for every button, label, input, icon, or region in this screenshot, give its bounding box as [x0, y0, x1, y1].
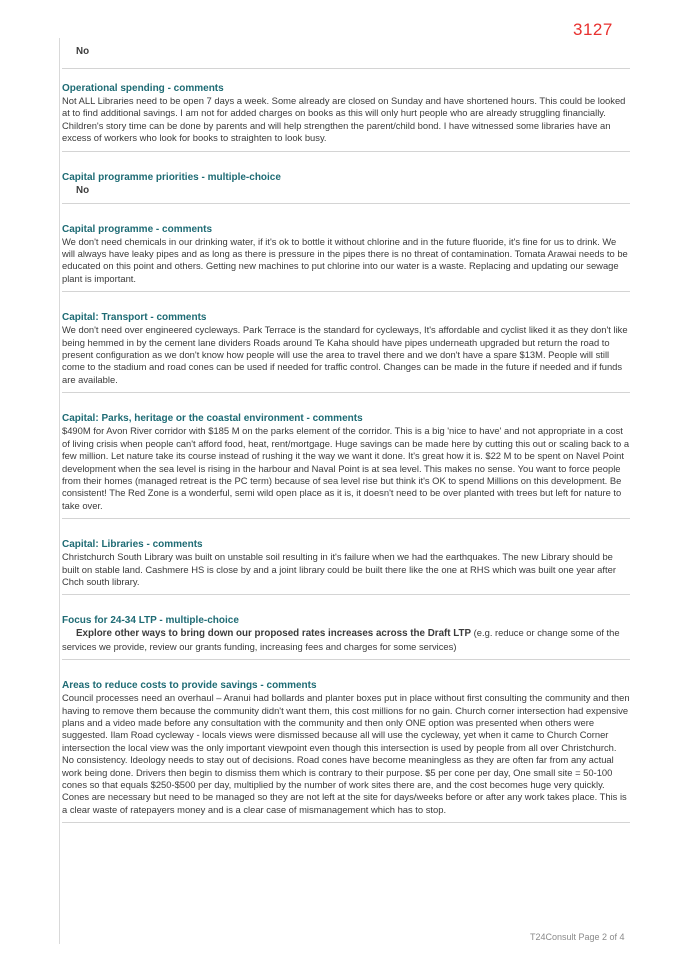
choice-answer: No: [76, 184, 90, 196]
submission-content: [62, 40, 630, 823]
section-body: Council processes need an overhaul – Aranui had bollards and planter boxes put in place without first consulting the community and then having to remove them because the community didn't want them, this cost millions for no gain. Church corner intersection had expensive plans and a video made before any consultation with the community and then only ONE option was presented when others were suggested. Ilam Road cycleway - locals views were dismissed because all will use the cycleway, yet when it came to Church Corner intersection the local view was the only important viewpoint even though this intersection is used by people from all over Christchurch. No consistency. Ideology needs to stay out of decisions. Road cones have become meaningless as they are often far from any actual work being done. Drivers then begin to dismiss them which is contrary to their purpose. $5 per cone per day, One small site = 50-100 cones so that equals $250-$500 per day, multiplied by the number of work sites there are, and the cost becomes huge very quickly. Cones are necessary but need to be managed so they are not left at the site for days/weeks before or after any work takes place. This is a clear waste of ratepayers money and is a clear case of mismanagement which has to stop.: [62, 692, 630, 815]
choice-answer-detail: (e.g. reduce or change some of the services we provide, review our grants funding, increasing fees and charges for some services): [62, 627, 620, 652]
section-capital-programme: [62, 204, 630, 293]
page-number: 3127: [573, 20, 613, 39]
section-reduce-costs: [62, 660, 630, 823]
page-footer: T24Consult Page 2 of 4: [530, 932, 625, 942]
section-body: Not ALL Libraries need to be open 7 days a week. Some already are closed on Sunday and have shortened hours. This could be looked at to find additional savings. I am not for added charges on books as this will only hurt people who are already struggling financially. Children's story time can be done by parents and will help strengthen the parent/child bond. I have witnessed some libraries have an excess of workers who look for books to straighten to look busy.: [62, 95, 626, 144]
section-title: Capital programme - comments: [62, 223, 213, 235]
section-body: We don't need over engineered cycleways. Park Terrace is the standard for cycleways, It's affordable and cyclist liked it as they don't like being hemmed in by the cement lane dividers Roads around Te Kaha should have pipes underneath upgraded but return the road to present configuration as we don't know how people will use the area to travel there and we don't have a spare $13M. People will still come to the stadium and road cones can be used if needed for traffic control. Changes can be made in the future if needed and if funds are available.: [62, 324, 628, 385]
frame-left-border: [59, 38, 60, 944]
section-title: Focus for 24-34 LTP - multiple-choice: [62, 615, 239, 627]
section-title: Capital programme priorities - multiple-choice: [62, 171, 281, 183]
section-capital-libraries: [62, 519, 630, 595]
section-title: Operational spending - comments: [62, 83, 224, 94]
section-body: $490M for Avon River corridor with $185 M on the parks element of the corridor. This is a big 'nice to have' and not appropriate in a cost of living crisis when people can't afford food, heat, rent/mortgage. Huge savings can be made here by cutting this out or scaling back to a few million. Let nature take its course instead of rushing it the way we want it done. It's great how it is. $22 M to be spent on Navel Point development when the sea level is rising in the harbour and Naval Point is at sea level. This makes no sense. You want to force people from their homes (managed retreat is the PC term) because of sea level rise but think it's OK to spend Millions on this development. Be consistent! The Red Zone is a wonderful, semi wild open place as it is, it doesn't need to be over planted with trees but left for nature to take over.: [62, 425, 630, 511]
section-capital-transport: [62, 292, 630, 393]
choice-answer: [62, 627, 630, 653]
section-title: Areas to reduce costs to provide savings - comments: [62, 680, 317, 692]
section-title: Capital: Parks, heritage or the coastal environment - comments: [62, 413, 363, 425]
section-title: Capital: Libraries - comments: [62, 539, 203, 551]
section-body: Christchurch South Library was built on unstable soil resulting in it's failure when we had the earthquakes. The new Library should be built on stable land. Cashmere HS is close by and a joint library could be built there like the one at RHS which was built one year after Chch south library.: [62, 551, 616, 587]
choice-answer-strong: Explore other ways to bring down our proposed rates increases across the Draft LTP: [76, 628, 472, 640]
section-capital-priorities: [62, 152, 630, 204]
section-capital-parks: [62, 393, 630, 519]
section-previous-answer: [62, 40, 630, 69]
section-operational-spending: [62, 69, 630, 152]
section-body: We don't need chemicals in our drinking water, if it's ok to bottle it without chlorine and in the future fluoride, it's fine for us to drink. We will always have leaky pipes and as long as there is pressure in the pipes there is no threat of contamination. Tomata Arawai needs to be educated on this point and others. Getting new machines to put chlorine into our water is a waste. Replacing and updating our sewage plant is important.: [62, 235, 628, 284]
section-focus-ltp: [62, 595, 630, 660]
previous-choice-answer: No: [76, 46, 90, 57]
section-title: Capital: Transport - comments: [62, 312, 207, 324]
